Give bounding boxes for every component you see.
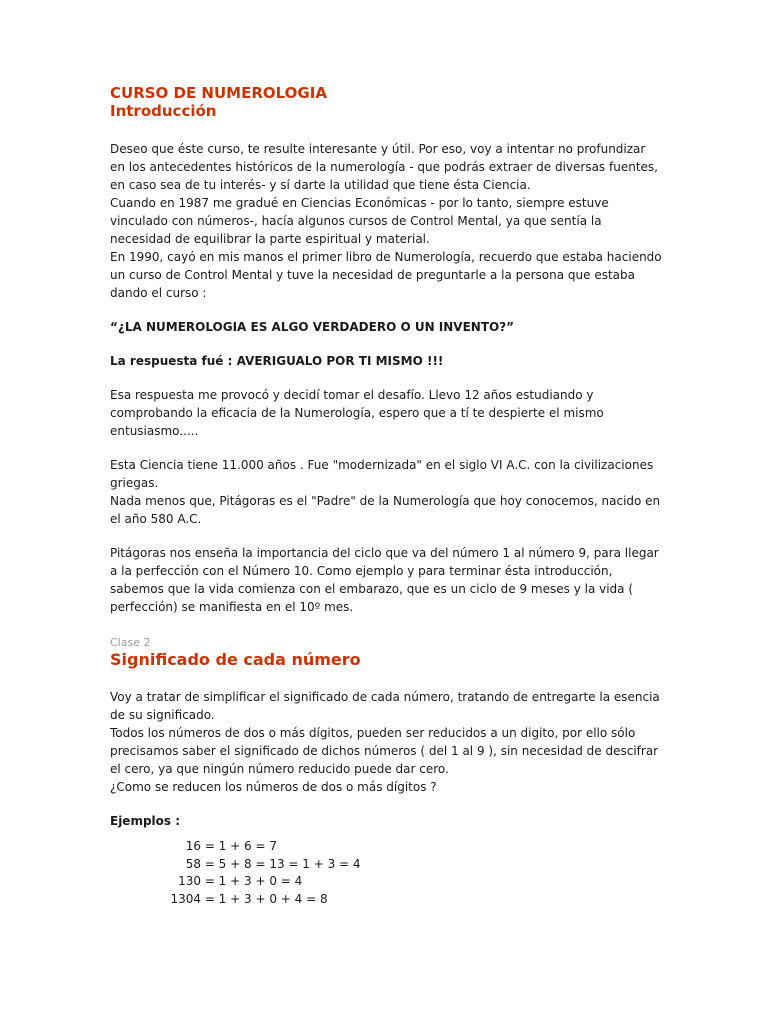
course-title: CURSO DE NUMEROLOGIA — [110, 84, 327, 102]
example-calculation: = 1 + 3 + 0 + 4 = 8 — [201, 891, 328, 906]
section-title-significado: Significado de cada número — [110, 650, 361, 669]
class-label: Clase 2 — [110, 636, 151, 649]
class2-paragraph-3: ¿Como se reducen los números de dos o más dígitos ? — [110, 780, 437, 794]
example-number: 16 — [185, 839, 201, 853]
challenge-paragraph: Esa respuesta me provocó y decidí tomar el desafío. Llevo 12 años estudiando y comprobando la eficacia de la Numerología, espero que a tí te despierte el mismo entusiasmo..... — [110, 388, 604, 438]
history-paragraph-1: Esta Ciencia tiene 11.000 años . Fue "modernizada" en el siglo VI A.C. con la civilizaciones griegas. — [110, 458, 654, 490]
question-line: “¿LA NUMEROLOGIA ES ALGO VERDADERO O UN INVENTO?” — [110, 320, 515, 334]
example-number: 130 — [178, 874, 201, 888]
intro-paragraph-2: Cuando en 1987 me gradué en Ciencias Económicas - por lo tanto, siempre estuve vinculado con números-, hacía algunos cursos de Control Mental, ya que sentía la necesidad de equilibrar la parte espiritual y material. — [110, 196, 609, 246]
example-row — [110, 873, 662, 891]
answer-line: La respuesta fué : AVERIGUALO POR TI MISMO !!! — [110, 354, 444, 368]
examples-list — [110, 838, 662, 908]
example-number: 1304 — [170, 891, 201, 906]
examples-label: Ejemplos : — [110, 814, 181, 828]
class2-paragraph-1: Voy a tratar de simplificar el significado de cada número, tratando de entregarte la esencia de su significado. — [110, 690, 660, 722]
example-calculation: = 1 + 6 = 7 — [201, 839, 277, 853]
example-calculation: = 1 + 3 + 0 = 4 — [201, 874, 303, 888]
example-number: 58 — [185, 856, 201, 871]
history-paragraph-2: Nada menos que, Pitágoras es el "Padre" de la Numerología que hoy conocemos, nacido en el año 580 A.C. — [110, 494, 661, 526]
cycle-paragraph: Pitágoras nos enseña la importancia del ciclo que va del número 1 al número 9, para llegar a la perfección con el Número 10. Como ejemplo y para terminar ésta introducción, sabemos que la vida comienza con el embarazo, que es un ciclo de 9 meses y la vida ( perfección) se manifiesta en el 10º mes. — [110, 546, 659, 614]
class2-paragraph-2: Todos los números de dos o más dígitos, pueden ser reducidos a un digito, por ello sólo precisamos saber el significado de dichos números ( del 1 al 9 ), sin necesidad de descifrar el cero, ya que ningún número reducido puede dar cero. — [110, 726, 659, 776]
example-row — [110, 838, 662, 856]
section-title-introduccion: Introducción — [110, 102, 217, 120]
example-row — [110, 891, 662, 909]
example-calculation: = 5 + 8 = 13 = 1 + 3 = 4 — [201, 856, 361, 871]
intro-paragraph-1: Deseo que éste curso, te resulte interesante y útil. Por eso, voy a intentar no profundizar en los antecedentes históricos de la numerología - que podrás extraer de diversas fuentes, en caso sea de tu interés- y sí darte la utilidad que tiene ésta Ciencia. — [110, 142, 658, 192]
example-row — [110, 856, 662, 874]
intro-paragraph-3: En 1990, cayó en mis manos el primer libro de Numerología, recuerdo que estaba haciendo un curso de Control Mental y tuve la necesidad de preguntarle a la persona que estaba dando el curso : — [110, 250, 662, 300]
document-page — [110, 84, 662, 908]
